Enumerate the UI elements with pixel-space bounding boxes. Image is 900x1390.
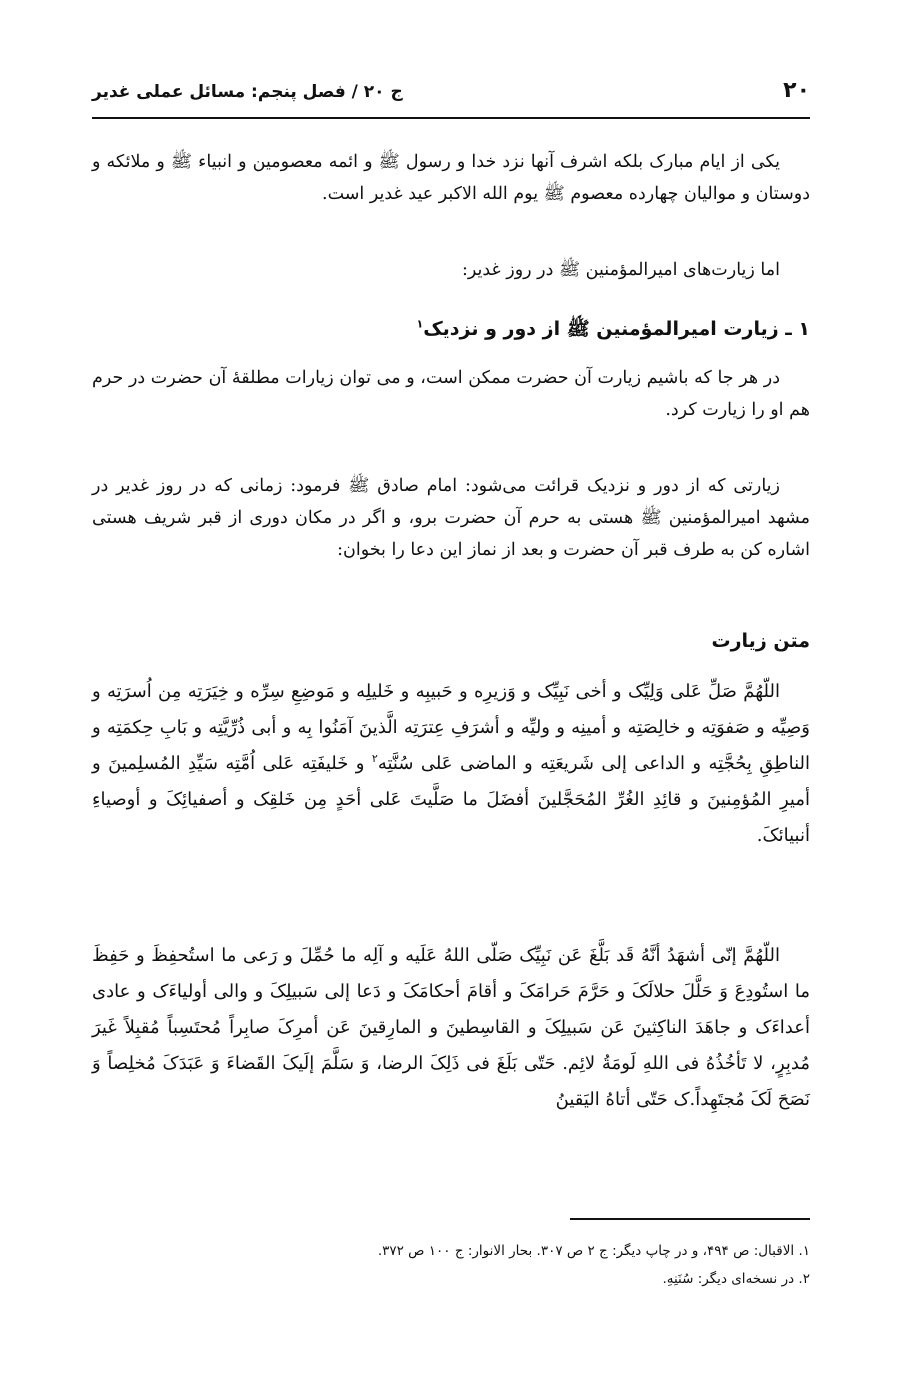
intro-paragraph-2: اما زیارت‌های امیرالمؤمنین ﷺ در روز غدیر: (461, 260, 780, 280)
ziyarat-text-2: و خَلیفَتِه عَلی اُمَّتِه سَیِّدِ المُسلِمینَ و أمیرِ المُؤمِنینَ و قائِدِ الغُرِّ المُحَجَّلینَ أفضَلَ ما صَلَّیتَ عَلی أحَدٍ مِن خَلقِک و أصفیائِکَ و أوصیاءِ أنبیائکَ. (92, 753, 810, 846)
ziyarat-heading: متن زیارت (711, 630, 810, 652)
section-paragraph: در هر جا که باشیم زیارت آن حضرت ممکن است، و می توان زیارات مطلقهٔ آن حضرت در حرم هم او را زیارت کرد. (92, 368, 810, 420)
page-header (92, 72, 810, 116)
section-heading (92, 314, 810, 344)
page-number: ۲۰ (783, 78, 810, 103)
intro-paragraph: یکی از ایام مبارک بلکه اشرف آنها نزد خدا و رسول ﷺ و ائمه معصومین و انبیاء ﷺ و ملائکه و دوستان و موالیان چهارده معصوم ﷺ یوم الله الاکبر عید غدیر است. (92, 152, 810, 204)
footnote-ref: ۱ (416, 317, 424, 331)
footnote-divider (570, 1218, 810, 1220)
ziyarat-paragraph (92, 674, 810, 854)
running-head: ج ۲۰ / فصل پنجم: مسائل عملی غدیر (92, 82, 403, 102)
section-paragraph-2: زیارتی که از دور و نزدیک قرائت می‌شود: امام صادق ﷺ فرمود: زمانی که در روز غدیر در مشهد امیرالمؤمنین ﷺ هستی به حرم آن حضرت برو، و اگر در مکان دوری از قبر شریف هستی اشاره کن به طرف قبر آن حضرت و بعد از نماز این دعا را بخوان: (92, 476, 810, 560)
footnote-2: ۲. در نسخه‌ای دیگر: سُنَنِهِ. (662, 1271, 810, 1287)
footnote-1: ۱. الاقبال: ص ۴۹۴، و در چاپ دیگر: ج ۲ ص ۳۰۷. بحار الانوار: ج ۱۰۰ ص ۳۷۲. (377, 1243, 810, 1259)
ziyarat-paragraph-2: اللّهُمَّ إنّی أشهَدُ أنَّهُ قَد بَلَّغَ عَن نَبِیِّک صَلّی اللهُ عَلَیه و آلِه ما حُمِّلَ و رَعی ما استُحفِظَ و حَفِظَ ما استُودِعَ وَ حَلَّلَ حلالَکَ و حَرَّمَ حَرامَکَ و أقامَ أحکامَکَ و دَعا إلی سَبیلِکَ و والی أولیاءَک و عادی أعداءَک و جاهَدَ الناکِثینَ عَن سَبیلِکَ و القاسِطینَ و المارِقینَ عَن أمرِکَ صابِراً مُحتَسِباً مُقبِلاً غَیرَ مُدبِرٍ، لا تَأخُذُهُ فی اللهِ لَومَةُ لائِم. حَتّی بَلَغَ فی ذَلِکَ الرضا، وَ سَلَّمَ إلَیکَ القَضاءَ وَ عَبَدَکَ مُخلِصاً وَ نَصَحَ لَکَ مُجتَهِداً.ک حَتّی أتاهُ الیَقینُ (92, 945, 810, 1110)
ziyarat-text-1: اللّهُمَّ صَلِّ عَلی وَلِیِّک و أخی نَبِیِّک و وَزیرِه و حَبیبِه و خَلیلِه و مَوضِعِ سِرِّه و خِیَرَتِه مِن اُسرَتِه و وَصِیِّه و صَفوَتِه و خالِصَتِه و أمینِه و ولیِّه و أشرَفِ عِترَتِه الَّذینَ آمَنُوا بِه و أبی ذُرِّیَّتِه و بَابِ حِکمَتِه و الناطِقِ بِحُجَّتِه و الداعی إلی شَریعَتِه و الماضی عَلی سُنَّتِه (92, 681, 810, 774)
header-divider (92, 117, 810, 119)
section-heading-text: ۱ ـ زیارت امیرالمؤمنین ﷺ از دور و نزدیک (423, 318, 810, 340)
footnote-ref-2: ۲ (371, 752, 378, 765)
